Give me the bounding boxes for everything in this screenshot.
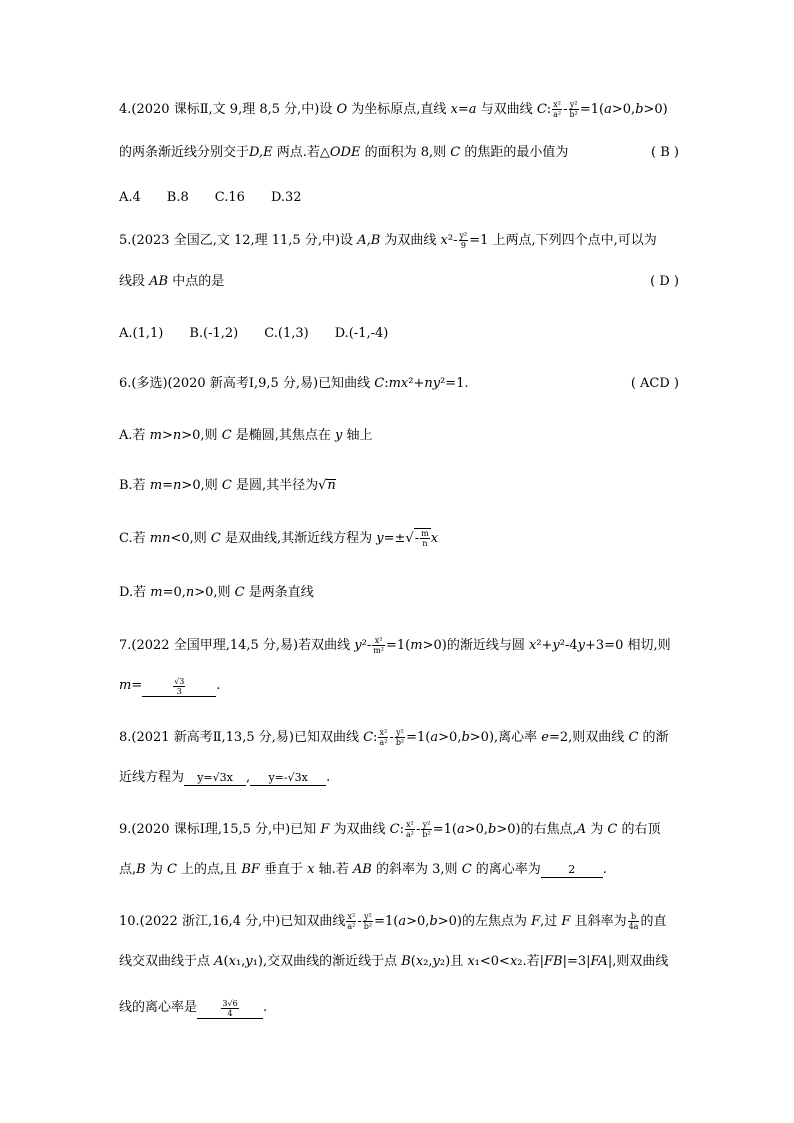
option-c: C.16 <box>214 190 245 205</box>
fraction-x2-a2: $\frac{\text{x²}}{\text{a²}}$ <box>379 728 388 747</box>
option-d: D.(-1,-4) <box>334 326 389 341</box>
question-9-line-2: 点,B 为 C 上的点,且 BF 垂直于 x 轴.若 AB 的斜率为 3,则 C 的离心率为 2 . <box>119 862 607 877</box>
fraction-x2-a2: $\frac{\text{x²}}{\text{a²}}$ <box>406 820 414 839</box>
answer-blank: $\frac{√3}{3}$ <box>142 677 216 697</box>
fraction-m-n: $\frac{m}{n}$ <box>421 529 429 548</box>
question-4-line-2: 的两条渐近线分别交于D,E 两点.若△ODE 的面积为 8,则 C 的焦距的最小值为 ( B ) <box>119 141 679 165</box>
question-6-option-d: D.若 m=0,n>0,则 C 是两条直线 <box>119 585 314 600</box>
fraction-y2-b2: $\frac{\text{y²}}{\text{b²}}$ <box>569 100 578 119</box>
fraction-y2-b2: $\frac{\text{y²}}{\text{b²}}$ <box>422 820 431 839</box>
question-8-line-2: 近线方程为 y=√3x , y=-√3x . <box>119 770 331 785</box>
question-10-line-1: 10.(2022 浙江,16,4 分,中)已知双曲线 $\frac{\text{x²}}{\text{a²}}$ - $\frac{\text{y²}}{\text{b²}}$ =1(a>0,b>0)的左焦点为 F,过 F 且斜率为 $\frac{b}{4a}$ 的直 <box>119 912 667 931</box>
question-7-line-1: 7.(2022 全国甲理,14,5 分,易)若双曲线 y²- $\frac{\text{x²}}{\text{m²}}$ =1(m>0)的渐近线与圆 x²+y²-4y+3=0 相切,则 <box>119 636 671 655</box>
fraction-b-4a: $\frac{b}{4a}$ <box>628 912 639 931</box>
answer-choice: ( ACD ) <box>630 376 679 391</box>
answer-blank: 2 <box>541 863 603 878</box>
fraction-y2-b2: $\frac{\text{y²}}{\text{b²}}$ <box>395 728 405 747</box>
question-5-line-1: 5.(2023 全国乙,文 12,理 11,5 分,中)设 A,B 为双曲线 x²- $\frac{\text{y²}}{9}$ =1 上两点,下列四个点中,可以为 <box>119 231 657 250</box>
question-5-line-2: 线段 AB 中点的是 ( D ) <box>119 270 679 294</box>
question-9-line-1: 9.(2020 课标Ⅰ理,15,5 分,中)已知 F 为双曲线 C: $\frac{\text{x²}}{\text{a²}}$ - $\frac{\text{y²}}{\text{b²}}$ =1(a>0,b>0)的右焦点,A 为 C 的右顶 <box>119 820 661 839</box>
fraction-x2-a2: $\frac{\text{x²}}{\text{a²}}$ <box>553 100 562 119</box>
option-b: B.8 <box>166 190 189 205</box>
fraction-x2-m2: $\frac{\text{x²}}{\text{m²}}$ <box>373 636 385 655</box>
fraction-y2-9: $\frac{\text{y²}}{9}$ <box>459 231 468 250</box>
option-d: D.32 <box>270 190 302 205</box>
question-4-line-1: 4.(2020 课标Ⅱ,文 9,理 8,5 分,中)设 O 为坐标原点,直线 x=a 与双曲线 C: $\frac{\text{x²}}{\text{a²}}$ - $\frac{\text{y²}}{\text{b²}}$ =1(a>0,b>0) <box>119 100 668 119</box>
question-4-options <box>119 186 679 210</box>
option-c: C.(1,3) <box>264 326 309 341</box>
question-6-option-b: B.若 m=n>0,则 C 是圆,其半径为√n <box>119 478 336 493</box>
question-10-line-3: 线的离心率是 $\frac{3√6}{4}$ . <box>119 998 268 1018</box>
question-6-line-1: 6.(多选)(2020 新高考Ⅰ,9,5 分,易)已知曲线 C:mx²+ny²=1. ( ACD ) <box>119 372 679 396</box>
question-8-line-1: 8.(2021 新高考Ⅱ,13,5 分,易)已知双曲线 C: $\frac{\text{x²}}{\text{a²}}$ - $\frac{\text{y²}}{\text{b²}}$ =1(a>0,b>0),离心率 e=2,则双曲线 C 的渐 <box>119 728 669 747</box>
answer-blank: $\frac{3√6}{4}$ <box>197 999 263 1019</box>
answer-choice: ( B ) <box>651 145 679 160</box>
answer-blank-1: y=√3x <box>184 771 246 786</box>
question-5-options <box>119 322 679 346</box>
fraction-y2-b2: $\frac{\text{y²}}{\text{b²}}$ <box>363 912 373 931</box>
option-a: A.4 <box>119 190 141 205</box>
option-a: A.(1,1) <box>119 326 164 341</box>
answer-choice: ( D ) <box>650 274 679 289</box>
option-b: B.(-1,2) <box>189 326 239 341</box>
fraction-x2-a2: $\frac{\text{x²}}{\text{a²}}$ <box>347 912 356 931</box>
question-10-line-2: 线交双曲线于点 A(x₁,y₁),交双曲线的渐近线于点 B(x₂,y₂)且 x₁<0<x₂.若|FB|=3|FA|,则双曲线 <box>119 954 669 969</box>
question-7-line-2: m= $\frac{√3}{3}$ . <box>119 676 221 696</box>
question-6-option-a: A.若 m>n>0,则 C 是椭圆,其焦点在 y 轴上 <box>119 428 373 443</box>
question-6-option-c: C.若 mn<0,则 C 是双曲线,其渐近线方程为 y=±√- $\frac{m}{n}$ x <box>119 529 439 548</box>
answer-blank-2: y=-√3x <box>250 771 326 786</box>
